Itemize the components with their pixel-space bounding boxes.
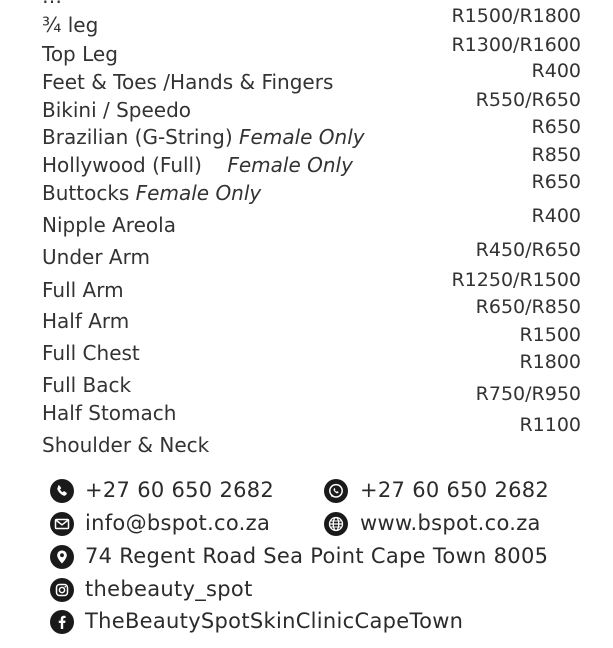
female-only-note: Female Only bbox=[239, 125, 365, 149]
service-label-under-arm: Under Arm bbox=[42, 245, 150, 269]
price-half-arm: R650/R850 bbox=[475, 296, 581, 318]
facebook-icon bbox=[50, 610, 74, 634]
price-top-leg: R1300/R1600 bbox=[451, 34, 581, 56]
price-hollywood: R850 bbox=[531, 144, 581, 166]
service-label-full-back: Full Back bbox=[42, 373, 132, 397]
globe-icon bbox=[324, 512, 348, 536]
female-only-note: Female Only bbox=[135, 181, 262, 205]
phone-icon bbox=[50, 479, 74, 503]
female-only-note: Female Only bbox=[227, 153, 353, 177]
email-icon bbox=[50, 512, 74, 536]
service-label-half-stomach: Half Stomach bbox=[42, 401, 177, 425]
website-url[interactable]: www.bspot.co.za bbox=[360, 511, 541, 535]
service-label-shoulder-neck: Shoulder & Neck bbox=[42, 433, 210, 457]
service-label-half-arm: Half Arm bbox=[42, 309, 130, 333]
service-label-brazilian: Brazilian (G-String) Female Only bbox=[42, 125, 365, 149]
price-brazilian: R650 bbox=[531, 116, 581, 138]
price-bikini: R550/R650 bbox=[475, 89, 581, 111]
price-full-chest: R1500 bbox=[519, 324, 581, 346]
service-label-three-quarter-leg: ¾ leg bbox=[42, 13, 99, 37]
service-label-hollywood: Hollywood (Full) Female Only bbox=[42, 153, 353, 177]
price-half-stomach: R750/R950 bbox=[475, 383, 581, 405]
service-label-feet-hands: Feet & Toes /Hands & Fingers bbox=[42, 70, 334, 94]
price-three-quarter-leg: R1500/R1800 bbox=[451, 5, 581, 27]
service-label-full-chest: Full Chest bbox=[42, 341, 140, 365]
facebook-page[interactable]: TheBeautySpotSkinClinicCapeTown bbox=[85, 609, 464, 633]
cut-off-row bbox=[42, 0, 62, 8]
service-label-nipple-areola: Nipple Areola bbox=[42, 213, 176, 237]
price-nipple-areola: R400 bbox=[531, 205, 581, 227]
service-label-buttocks: Buttocks Female Only bbox=[42, 181, 262, 205]
phone-number[interactable]: +27 60 650 2682 bbox=[85, 478, 275, 502]
whatsapp-icon bbox=[324, 479, 348, 503]
email-address[interactable]: info@bspot.co.za bbox=[85, 511, 271, 535]
instagram-icon bbox=[50, 578, 74, 602]
service-label-bikini: Bikini / Speedo bbox=[42, 98, 192, 122]
price-shoulder-neck: R1100 bbox=[519, 414, 581, 436]
price-buttocks: R650 bbox=[531, 171, 581, 193]
price-full-arm: R1250/R1500 bbox=[451, 269, 581, 291]
service-label-full-arm: Full Arm bbox=[42, 278, 124, 302]
price-under-arm: R450/R650 bbox=[475, 239, 581, 261]
service-label-top-leg: Top Leg bbox=[42, 42, 118, 66]
instagram-handle[interactable]: thebeauty_spot bbox=[85, 577, 253, 601]
street-address: 74 Regent Road Sea Point Cape Town 8005 bbox=[85, 544, 549, 568]
price-full-back: R1800 bbox=[519, 351, 581, 373]
price-feet-hands: R400 bbox=[531, 60, 581, 82]
location-pin-icon bbox=[50, 545, 74, 569]
whatsapp-number[interactable]: +27 60 650 2682 bbox=[360, 478, 550, 502]
